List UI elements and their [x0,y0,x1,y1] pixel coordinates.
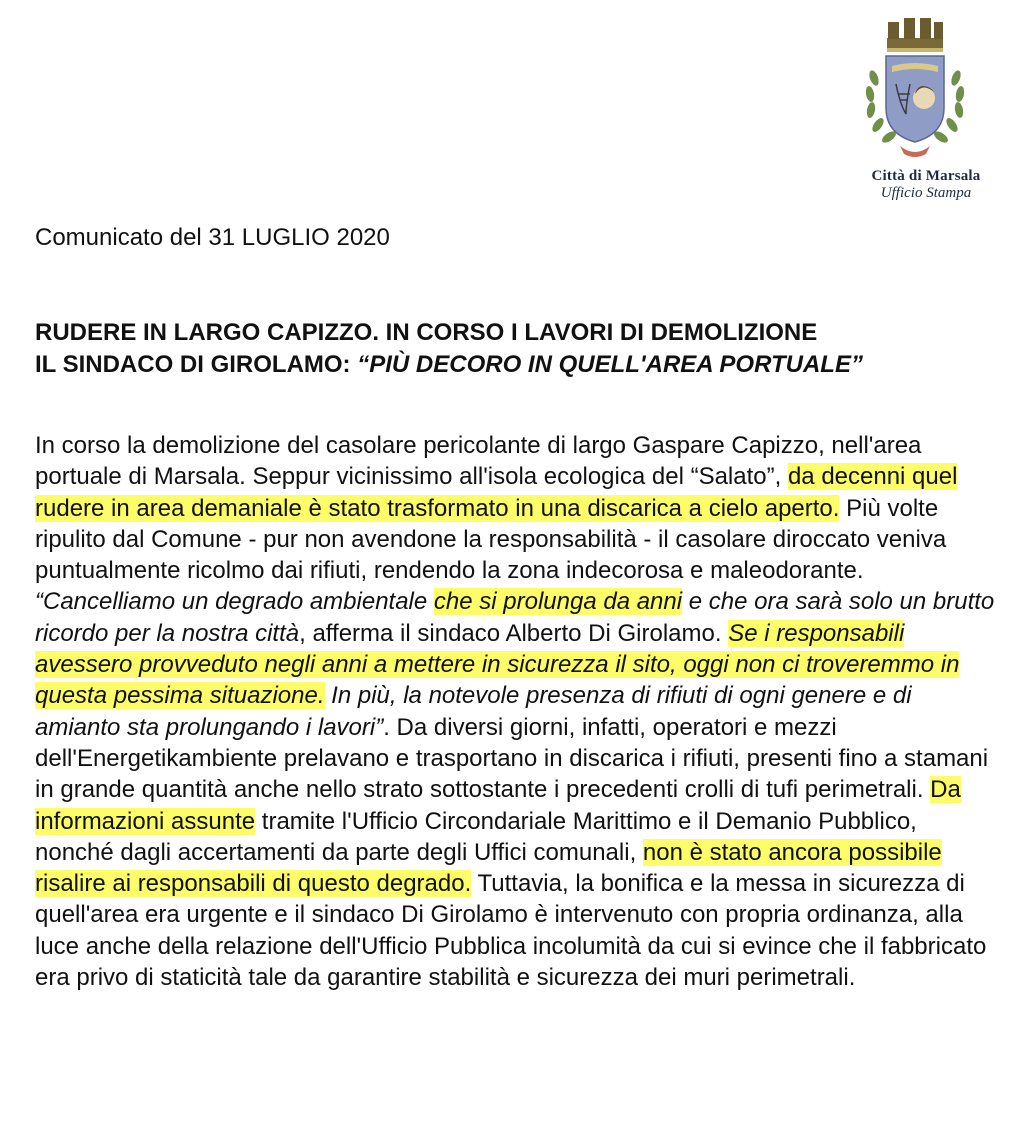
marsala-crest-icon [860,8,970,166]
crown-icon [887,18,943,52]
headline-line-2 [35,349,863,381]
body-segment: Tuttavia, la bonifica e la messa in sicurezza di quell'area era urgente e il sindaco Di Girolamo è intervenuto con propria ordinanza, alla luce anche della relazione dell'Ufficio Pubblica incolumità da cui si evince che il fabbricato era privo di staticità tale da garantire stabilità e sicurezza dei muri perimetrali. [35,870,987,992]
highlighted-segment: non è stato ancora possibile risalire ai responsabili di questo degrado. [35,838,942,898]
headline-quote: “PIÙ DECORO IN QUELL'AREA PORTUALE” [357,351,863,378]
highlighted-quote-segment: Se i responsabili avessero provveduto negli anni a mettere in sicurezza il sito, oggi non ci troveremmo in questa pessima situazione. [35,619,960,710]
press-release-headline [35,317,863,381]
org-name: Città di Marsala [871,168,981,184]
body-segment: Più volte ripulito dal Comune - pur non avendone la responsabilità - il casolare diroccato veniva puntualmente ricolmo dai rifiuti, rendendo la zona indecorosa e maleodorante. [35,494,947,585]
highlighted-segment: da decenni quel rudere in area demaniale è stato trasformato in una discarica a cielo aperto. [35,463,958,522]
header-logo-block [842,8,1010,202]
body-segment: tramite l'Ufficio Circondariale Marittimo e il Demanio Pubblico, nonché dagli accertamenti da parte degli Uffici comunali, [35,807,917,866]
press-release-body [35,430,995,993]
quote-segment: “Cancelliamo un degrado ambientale [35,588,434,616]
office-name: Ufficio Stampa [880,185,972,201]
headline-line-1: RUDERE IN LARGO CAPIZZO. IN CORSO I LAVORI DI DEMOLIZIONE [35,319,818,346]
quote-segment: e che ora sarà solo un brutto ricordo per la nostra città [35,588,995,647]
highlighted-segment: Da informazioni assunte [35,776,961,835]
body-segment: , afferma il sindaco Alberto Di Girolamo. [299,619,729,647]
highlighted-quote-segment: che si prolunga da anni [433,588,683,616]
press-release-date: Comunicato del 31 LUGLIO 2020 [35,224,390,251]
body-segment: . Da diversi giorni, infatti, operatori e mezzi dell'Energetikambiente prelavano e trasportano in discarica i rifiuti, presenti fino a stamani in grande quantità anche nello strato sottostante i precedenti crolli di tufi perimetrali. [35,713,989,804]
body-paragraph [35,430,995,993]
body-segment: In corso la demolizione del casolare pericolante di largo Gaspare Capizzo, nell'area portuale di Marsala. Seppur vicinissimo all'isola ecologica del “Salato”, [35,432,922,491]
headline-line-2-prefix: IL SINDACO DI GIROLAMO: [35,351,358,378]
quote-segment: In più, la notevole presenza di rifiuti di ogni genere e di amianto sta prolungando i lavori” [35,682,912,741]
